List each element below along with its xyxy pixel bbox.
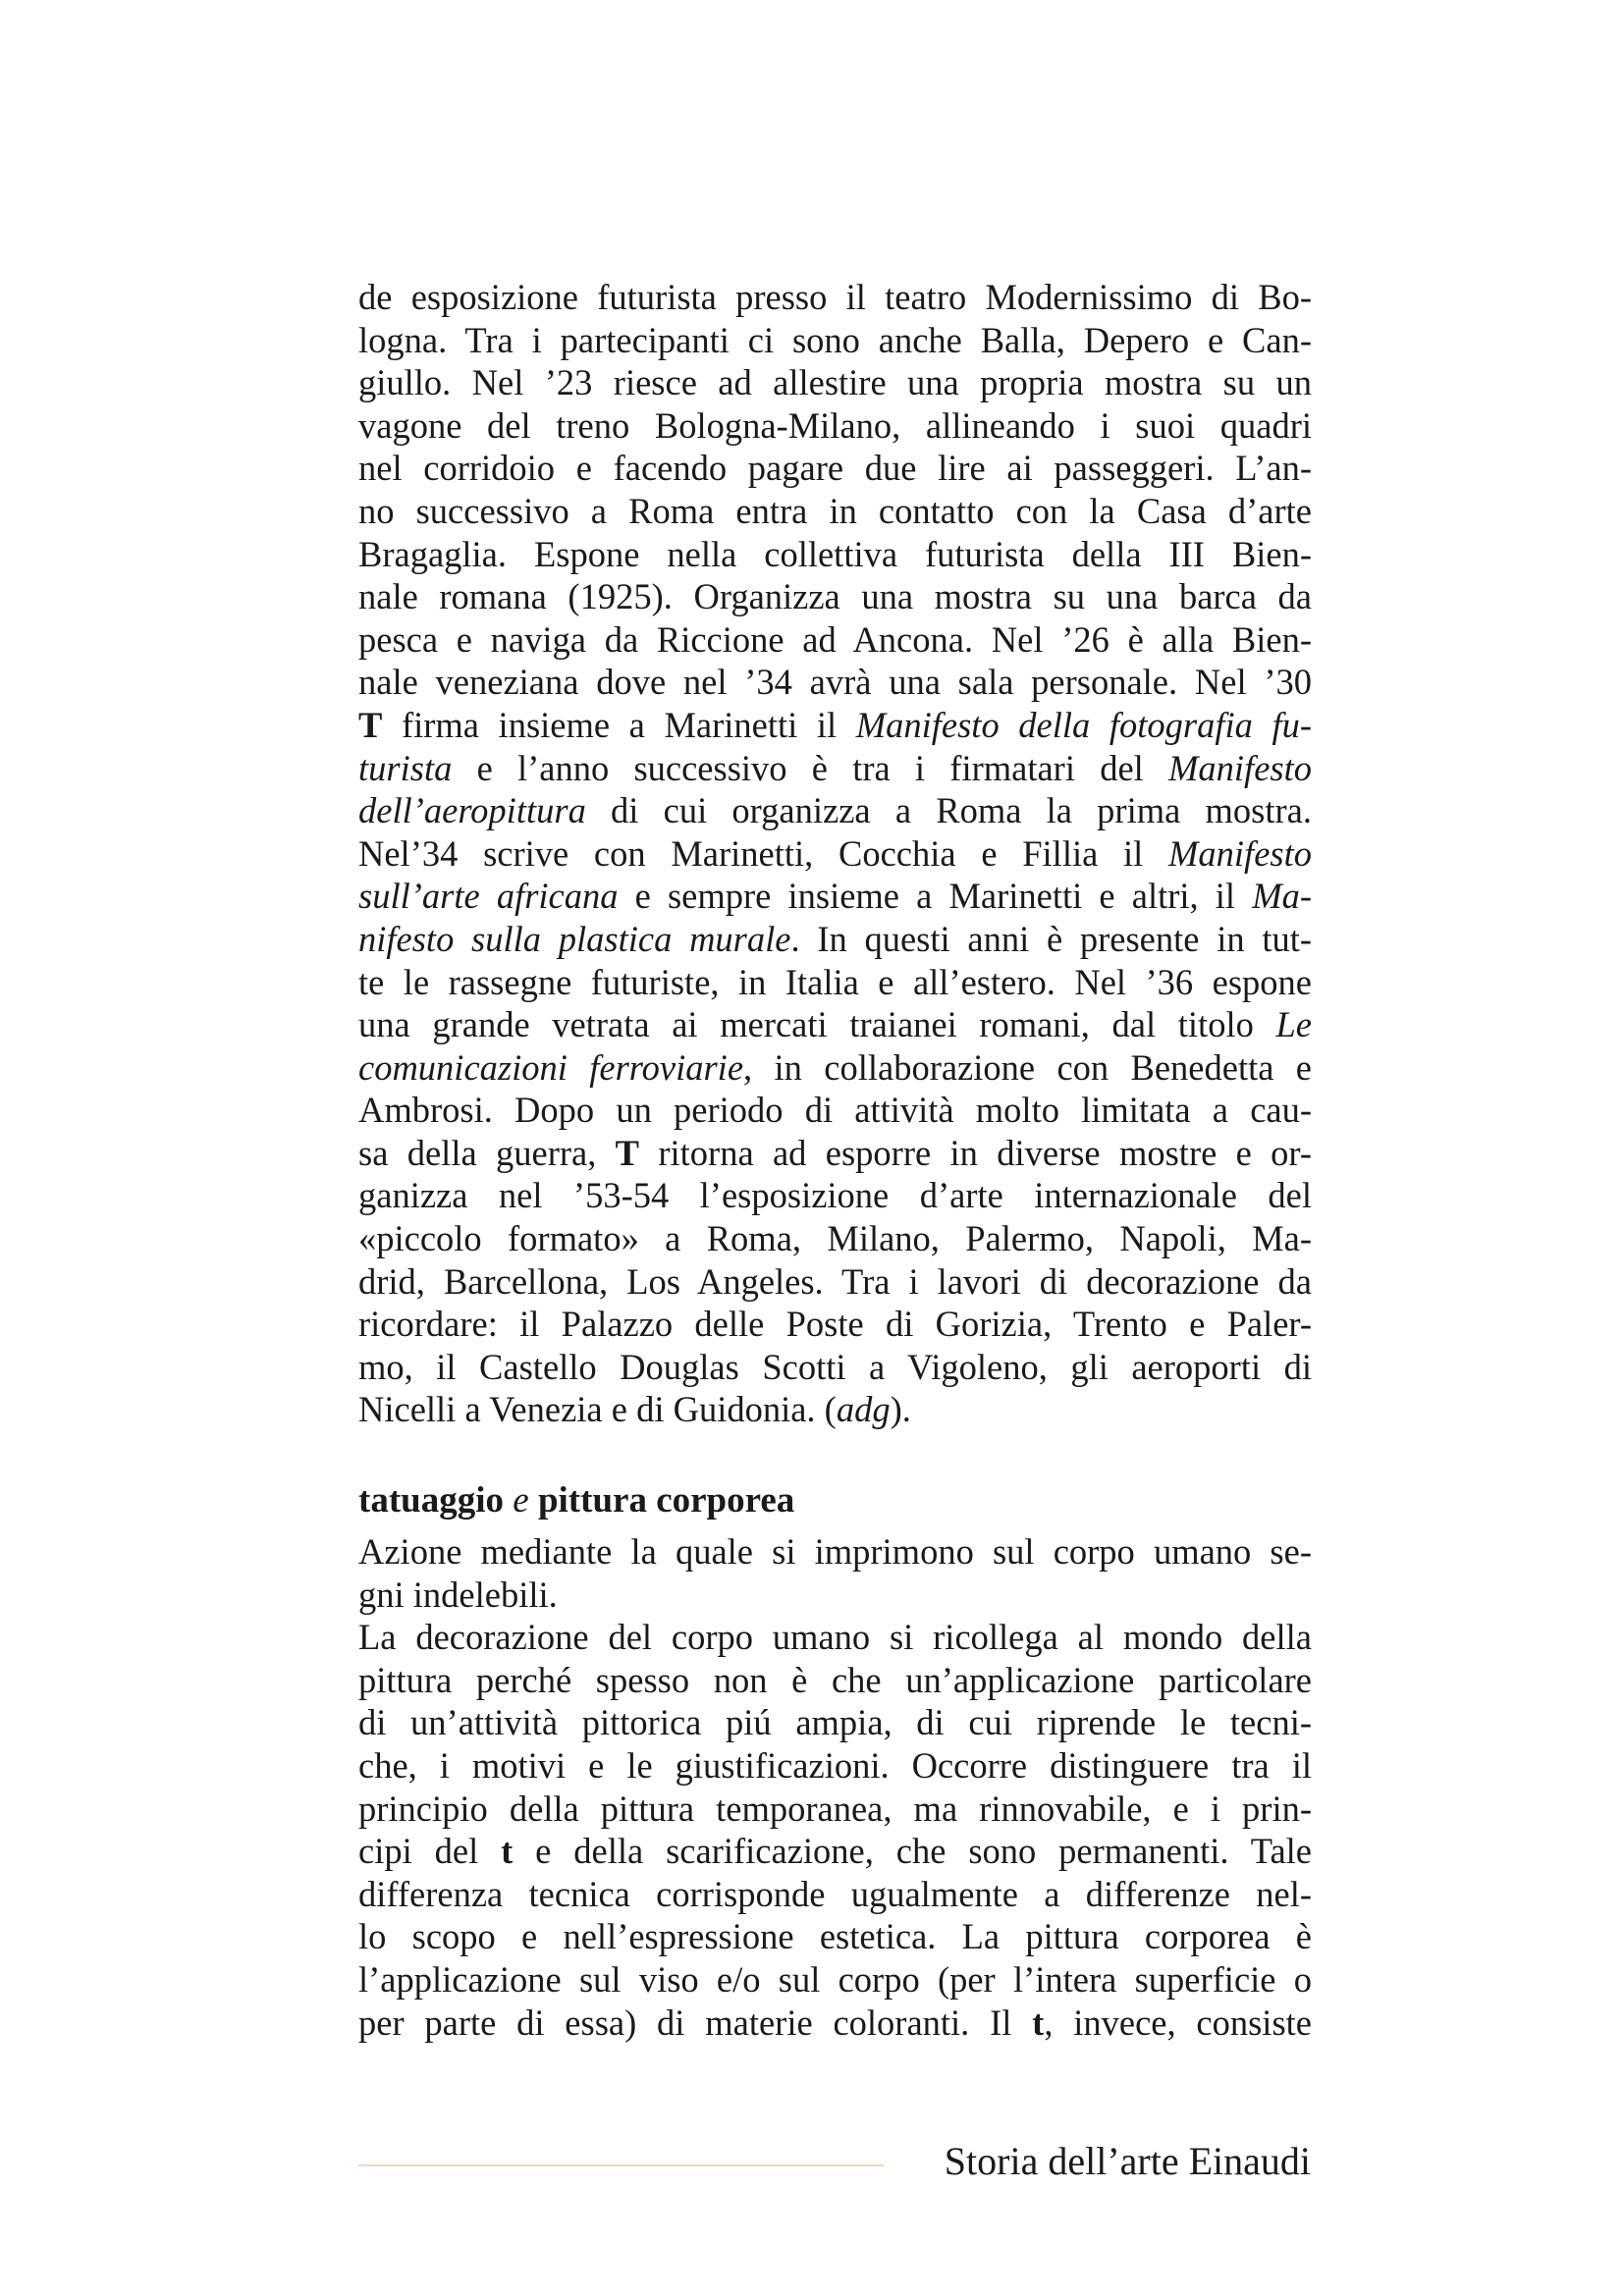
work-title: Manifesto (1168, 832, 1312, 874)
work-title: dell’aeropittura (358, 790, 586, 831)
text-line (358, 1830, 1312, 1873)
text-line: di un’attività pittorica piú ampia, di cui riprende le tecni- (358, 1702, 1312, 1743)
text-run: e l’anno successivo è tra i firmatari del (452, 747, 1169, 788)
text-run: per parte di essa) di materie coloranti. Il (358, 2002, 1033, 2043)
text-line: ganizza nel ’53-54 l’esposizione d’arte internazionale del (358, 1175, 1312, 1216)
work-title: Manifesto (1168, 747, 1312, 788)
text-run: . In questi anni è presente in tut- (790, 918, 1313, 959)
text-line: ricordare: il Palazzo delle Poste di Gorizia, Trento e Paler- (358, 1304, 1312, 1345)
text-run: Nel’34 scrive con Marinetti, Cocchia e Fillia il (358, 832, 1169, 874)
text-line (358, 1003, 1312, 1046)
work-title: comunicazioni ferroviarie (358, 1046, 744, 1088)
text-line: Azione mediante la quale si imprimono sul corpo umano se- (358, 1531, 1312, 1573)
text-line (358, 1046, 1312, 1090)
bold-abbrev: t (1032, 2002, 1045, 2043)
text-line: nale veneziana dove nel ’34 avrà una sala personale. Nel ’30 (358, 662, 1312, 703)
entry-paragraph (358, 1616, 1312, 2044)
text-run: ). (890, 1389, 911, 1430)
work-title: sull’arte africana (358, 876, 619, 917)
text-run: e della scarificazione, che sono permanenti. Tale (513, 1831, 1312, 1872)
text-line: giullo. Nel ’23 riesce ad allestire una propria mostra su un (358, 362, 1312, 403)
text-line: vagone del treno Bologna-Milano, allineando i suoi quadri (358, 404, 1312, 446)
text-line: de esposizione futurista presso il teatro Modernissimo di Bo- (358, 277, 1312, 317)
text-line: La decorazione del corpo umano si ricollega al mondo della (358, 1617, 1312, 1658)
text-line: gni indelebili. (358, 1574, 558, 1615)
entry-heading (358, 1479, 1312, 1522)
text-line: che, i motivi e le giustificazioni. Occorre distinguere tra il (358, 1745, 1312, 1786)
text-line: l’applicazione sul viso e/o sul corpo (per l’intera superficie o (358, 1958, 1312, 2000)
bold-abbrev: T (615, 1132, 640, 1173)
text-line: nel corridoio e facendo pagare due lire ai passeggeri. L’an- (358, 448, 1312, 489)
work-title: Manifesto della fotografia fu- (855, 704, 1312, 745)
text-line: no successivo a Roma entra in contatto con la Casa d’arte (358, 490, 1312, 531)
heading-text: tatuaggio (358, 1480, 514, 1522)
text-line (358, 918, 1312, 961)
text-line (358, 704, 1312, 747)
text-column (358, 276, 1312, 2044)
text-line: mo, il Castello Douglas Scotti a Vigoleno, gli aeroporti di (358, 1346, 1312, 1387)
text-line: te le rassegne futuriste, in Italia e all’estero. Nel ’36 espone (358, 961, 1312, 1002)
text-line: Ambrosi. Dopo un periodo di attività molto limitata a cau- (358, 1090, 1312, 1131)
text-line: lo scopo e nell’espressione estetica. La pittura corporea è (358, 1916, 1312, 1957)
author-initials: adg (836, 1389, 891, 1430)
heading-connector: e (513, 1480, 529, 1522)
text-line: «piccolo formato» a Roma, Milano, Palermo, Napoli, Ma- (358, 1218, 1312, 1259)
text-line (358, 2002, 1312, 2045)
heading-text: pittura corporea (528, 1480, 795, 1522)
bold-abbrev: t (501, 1831, 514, 1872)
entry-definition (358, 1530, 1312, 1616)
text-line: drid, Barcellona, Los Angeles. Tra i lavori di decorazione da (358, 1260, 1312, 1302)
text-run: , invece, consiste (1044, 2002, 1312, 2043)
text-run: firma insieme a Marinetti il (382, 704, 856, 745)
text-run: una grande vetrata ai mercati traianei romani, dal titolo (358, 1004, 1276, 1045)
text-run: di cui organizza a Roma la prima mostra. (585, 790, 1312, 831)
text-line (358, 875, 1312, 918)
text-run: ritorna ad esporre in diverse mostre e or- (639, 1132, 1312, 1173)
text-line (358, 789, 1312, 832)
text-run: Nicelli a Venezia e di Guidonia. ( (358, 1389, 837, 1430)
text-line (358, 1388, 1312, 1431)
text-run: , in collaborazione con Benedetta e (743, 1046, 1312, 1088)
entry-continuation (358, 276, 1312, 1431)
text-line: logna. Tra i partecipanti ci sono anche Balla, Depero e Can- (358, 319, 1312, 360)
bold-abbrev: T (358, 704, 383, 745)
text-line: Bragaglia. Espone nella collettiva futurista della III Bien- (358, 533, 1312, 574)
work-title: turista (358, 747, 453, 788)
work-title: Ma- (1252, 876, 1312, 917)
text-line: principio della pittura temporanea, ma rinnovabile, e i prin- (358, 1788, 1312, 1829)
text-line (358, 747, 1312, 790)
work-title: Le (1275, 1004, 1312, 1045)
text-line: pittura perché spesso non è che un’applicazione particolare (358, 1659, 1312, 1700)
footer-rule (358, 2164, 884, 2166)
text-line (358, 1132, 1312, 1175)
text-line: nale romana (1925). Organizza una mostra su una barca da (358, 576, 1312, 617)
work-title: nifesto sulla plastica murale (358, 918, 791, 959)
text-run: sa della guerra, (358, 1132, 616, 1173)
text-line (358, 832, 1312, 876)
footer-title: Storia dell’arte Einaudi (944, 2139, 1311, 2183)
text-run: e sempre insieme a Marinetti e altri, il (618, 876, 1253, 917)
text-run: cipi del (358, 1831, 502, 1872)
text-line: differenza tecnica corrisponde ugualmente a differenze nel- (358, 1873, 1312, 1914)
text-line: pesca e naviga da Riccione ad Ancona. Nel ’26 è alla Bien- (358, 618, 1312, 660)
